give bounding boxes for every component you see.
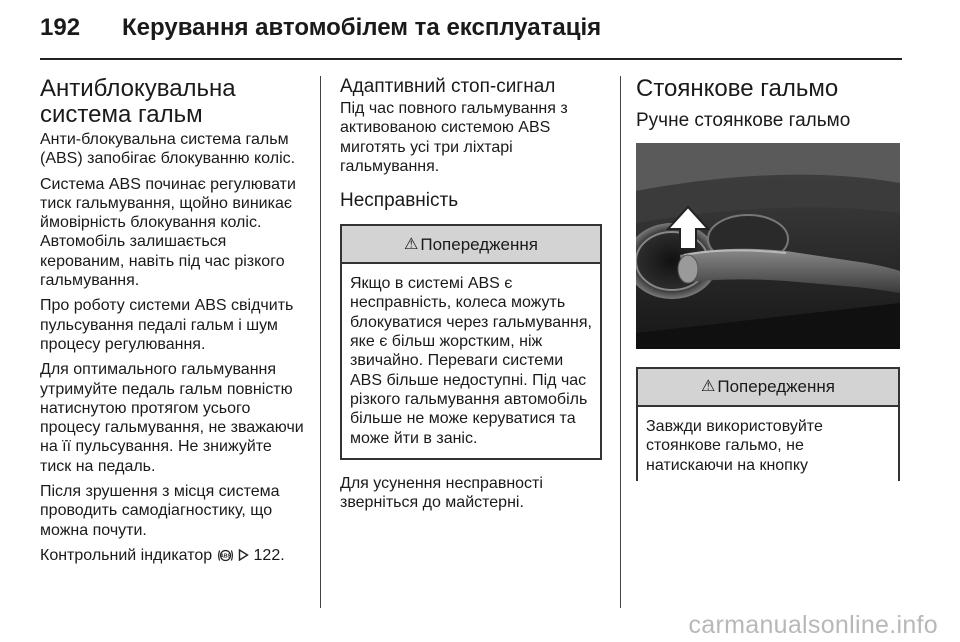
indicator-text: Контрольний індикатор: [40, 546, 213, 564]
column-divider-2: [620, 76, 621, 608]
watermark: carmanualsonline.info: [688, 611, 938, 639]
column-divider-1: [320, 76, 321, 608]
abs-indicator-line: [40, 546, 306, 568]
subheading-fault: Несправність: [340, 190, 459, 212]
section-heading-parking: Стоянкове гальмо: [636, 75, 839, 102]
warning-title-parking: Попередження: [717, 377, 835, 397]
page-ref-arrow-icon: [238, 547, 249, 566]
warning-title: Попередження: [420, 234, 538, 254]
running-title: Керування автомобілем та експлуатація: [122, 14, 602, 41]
header-rule: [40, 58, 902, 60]
section-heading-adaptive: Адаптивний стоп-сигнал: [340, 76, 556, 97]
warning-text-parking: Завжди використовуйте стоянкове гальмо, не натискаючи на кнопку: [646, 418, 823, 474]
indicator-page-ref[interactable]: 122.: [253, 546, 285, 564]
warning-text: Якщо в системі ABS є несправність, колеса можуть блокуватися через гальмування, яке є більш жорстким, ніж звичайно. Переваги системи ABS більше недоступні. Під час різкого гальмування автомобіль більше не може керуватися та може йти в заніс.: [350, 275, 592, 447]
warning-triangle-icon: ⚠: [701, 378, 716, 396]
adaptive-paragraph: Під час повного гальмування з активованою системою ABS миготять усі три ліхтарі гальмування.: [340, 100, 568, 175]
warning-box-abs: [340, 224, 602, 460]
warning-box-parking: [636, 367, 900, 481]
parking-brake-photo: [636, 143, 900, 349]
column-adaptive-brake: [340, 76, 602, 518]
warning-header-parking: [638, 369, 898, 407]
column-parking-brake: [636, 76, 900, 481]
fault-repair-paragraph: Для усунення несправності зверніться до майстерні.: [340, 474, 543, 512]
abs-paragraph-5: Після зрушення з місця система проводить самодіагностику, що можна почути.: [40, 483, 280, 539]
abs-paragraph-3: Про роботу системи ABS свідчить пульсування педалі гальм і шум процесу регулювання.: [40, 297, 294, 353]
warning-triangle-icon: ⚠: [404, 235, 419, 253]
section-heading-abs: Антиблокувальна система гальм: [40, 75, 236, 128]
parking-brake-illustration: [636, 143, 900, 349]
abs-paragraph-4: Для оптимального гальмування утримуйте педаль гальм повністю натиснутою протягом усього процесу гальмування, не зважаючи на її пульсування. Не знижуйте тиск на педаль.: [40, 361, 304, 475]
warning-header: [342, 226, 600, 264]
page-header: [40, 14, 601, 42]
abs-indicator-icon: [217, 548, 234, 568]
abs-paragraph-2: Система ABS починає регулювати тиск гальмування, щойно виникає ймовірність блокування коліс. Автомобіль залишається керованим, навіть під час різкого гальмування.: [40, 175, 296, 290]
column-abs: [40, 76, 306, 574]
subheading-manual-parking: Ручне стоянкове гальмо: [636, 110, 851, 131]
abs-paragraph-1: Анти-блокувальна система гальм (ABS) запобігає блокуванню коліс.: [40, 131, 296, 168]
page-number: 192: [40, 14, 81, 41]
abs-icon-label: ABS: [219, 553, 231, 560]
